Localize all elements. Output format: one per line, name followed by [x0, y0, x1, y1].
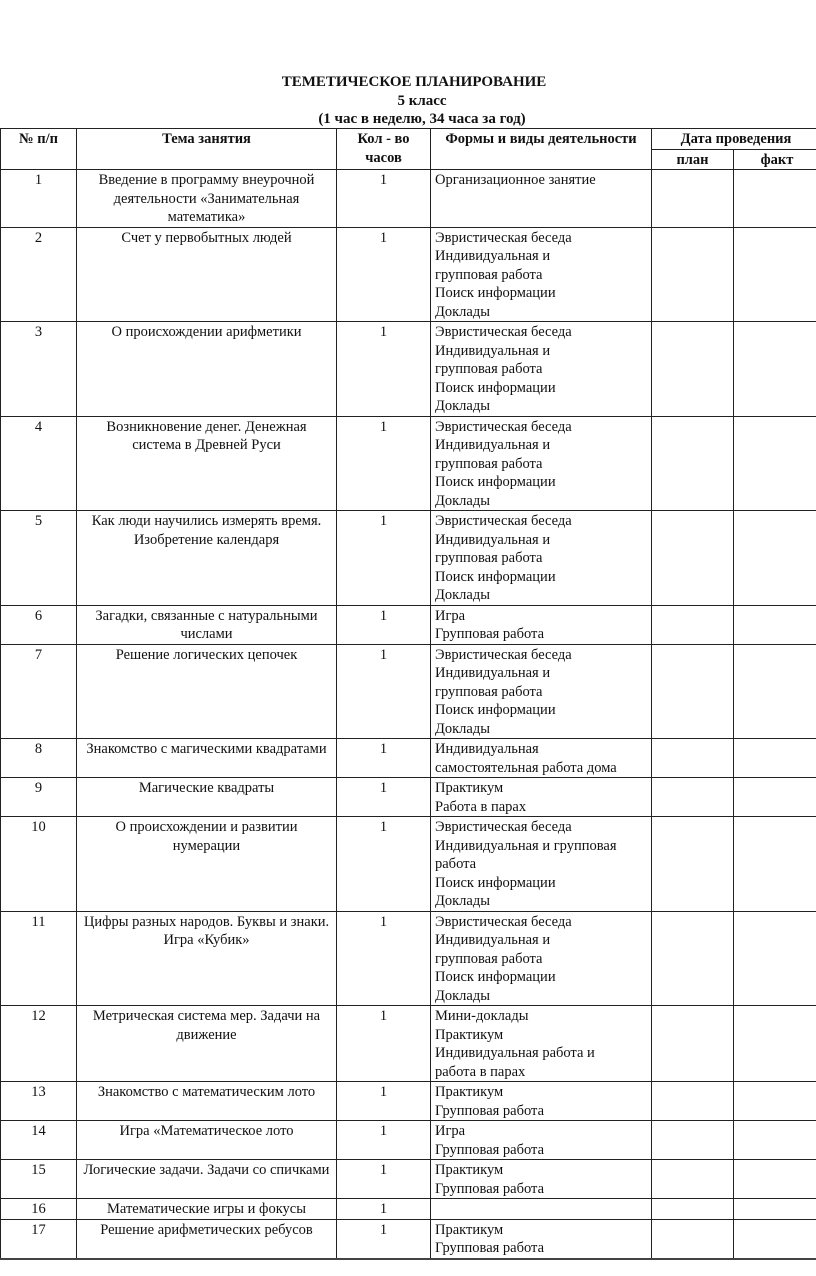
row-number: 8	[1, 739, 77, 778]
page-title: ТЕМЕТИЧЕСКОЕ ПЛАНИРОВАНИЕ	[281, 74, 547, 90]
row-forms: Эвристическая беседа Индивидуальная и групповая работа Поиск информации Доклады	[431, 817, 652, 912]
row-hours: 1	[337, 1219, 431, 1258]
row-forms: Практикум Групповая работа	[431, 1160, 652, 1199]
row-date-fact	[734, 739, 816, 778]
row-date-fact	[734, 416, 816, 511]
row-number: 16	[1, 1199, 77, 1220]
row-number: 7	[1, 644, 77, 739]
row-date-plan	[652, 1199, 734, 1220]
row-forms: Эвристическая беседа Индивидуальная и групповая работа Поиск информации Доклады	[431, 227, 652, 322]
row-hours: 1	[337, 227, 431, 322]
row-date-plan	[652, 817, 734, 912]
row-date-fact	[734, 1006, 816, 1082]
row-date-fact	[734, 1121, 816, 1160]
row-number: 12	[1, 1006, 77, 1082]
row-hours: 1	[337, 739, 431, 778]
row-date-plan	[652, 911, 734, 1006]
table-row	[1, 416, 816, 511]
row-number: 4	[1, 416, 77, 511]
row-topic: Знакомство с магическими квадратами	[77, 739, 337, 778]
row-forms: Эвристическая беседа Индивидуальная и групповая работа Поиск информации Доклады	[431, 416, 652, 511]
table-row	[1, 1121, 816, 1160]
column-header-forms: Формы и виды деятельности	[431, 129, 652, 170]
row-forms: Мини-доклады Практикум Индивидуальная работа и работа в парах	[431, 1006, 652, 1082]
row-forms: Индивидуальная самостоятельная работа дома	[431, 739, 652, 778]
column-header-topic: Тема занятия	[77, 129, 337, 170]
row-date-fact	[734, 644, 816, 739]
row-date-plan	[652, 1160, 734, 1199]
row-topic: Магические квадраты	[77, 778, 337, 817]
row-hours: 1	[337, 817, 431, 912]
row-hours: 1	[337, 911, 431, 1006]
row-topic: Цифры разных народов. Буквы и знаки. Игра «Кубик»	[77, 911, 337, 1006]
table-row	[1, 1160, 816, 1199]
row-date-plan	[652, 511, 734, 606]
row-number: 13	[1, 1082, 77, 1121]
row-hours: 1	[337, 605, 431, 644]
row-topic: Метрическая система мер. Задачи на движение	[77, 1006, 337, 1082]
column-header-plan: план	[652, 149, 734, 170]
row-date-plan	[652, 605, 734, 644]
row-hours: 1	[337, 1160, 431, 1199]
row-date-plan	[652, 227, 734, 322]
row-forms: Эвристическая беседа Индивидуальная и групповая работа Поиск информации Доклады	[431, 911, 652, 1006]
row-date-fact	[734, 778, 816, 817]
row-hours: 1	[337, 416, 431, 511]
row-number: 2	[1, 227, 77, 322]
row-topic: Знакомство с математическим лото	[77, 1082, 337, 1121]
row-forms: Практикум Работа в парах	[431, 778, 652, 817]
hours-subtitle: (1 час в неделю, 34 часа за год)	[318, 111, 526, 127]
column-header-fact: факт	[734, 149, 816, 170]
planning-table	[0, 128, 816, 1259]
table-row	[1, 511, 816, 606]
row-hours: 1	[337, 778, 431, 817]
grade-subtitle: 5 класс	[397, 93, 447, 109]
column-header-num: № п/п	[1, 129, 77, 170]
row-hours: 1	[337, 1121, 431, 1160]
row-topic: Возникновение денег. Денежная система в Древней Руси	[77, 416, 337, 511]
row-topic: Введение в программу внеурочной деятельности «Занимательная математика»	[77, 170, 337, 228]
row-date-fact	[734, 170, 816, 228]
row-date-fact	[734, 817, 816, 912]
row-forms: Практикум Групповая работа	[431, 1219, 652, 1258]
row-topic: О происхождении и развитии нумерации	[77, 817, 337, 912]
row-hours: 1	[337, 644, 431, 739]
row-forms: Организационное занятие	[431, 170, 652, 228]
row-number: 3	[1, 322, 77, 417]
table-row	[1, 170, 816, 228]
row-date-fact	[734, 1199, 816, 1220]
row-hours: 1	[337, 1006, 431, 1082]
row-date-fact	[734, 511, 816, 606]
row-date-plan	[652, 778, 734, 817]
row-hours: 1	[337, 1082, 431, 1121]
table-row	[1, 817, 816, 912]
column-header-date: Дата проведения	[652, 129, 816, 150]
row-date-fact	[734, 227, 816, 322]
table-row	[1, 1006, 816, 1082]
table-row	[1, 322, 816, 417]
row-hours: 1	[337, 1199, 431, 1220]
row-topic: Математические игры и фокусы	[77, 1199, 337, 1220]
row-topic: О происхождении арифметики	[77, 322, 337, 417]
row-forms: Эвристическая беседа Индивидуальная и групповая работа Поиск информации Доклады	[431, 322, 652, 417]
row-date-fact	[734, 605, 816, 644]
row-date-plan	[652, 1082, 734, 1121]
table-row	[1, 778, 816, 817]
table-row	[1, 739, 816, 778]
row-forms: Эвристическая беседа Индивидуальная и групповая работа Поиск информации Доклады	[431, 644, 652, 739]
row-hours: 1	[337, 511, 431, 606]
row-date-plan	[652, 644, 734, 739]
row-number: 11	[1, 911, 77, 1006]
row-forms: Игра Групповая работа	[431, 1121, 652, 1160]
row-number: 10	[1, 817, 77, 912]
row-hours: 1	[337, 170, 431, 228]
row-forms: Эвристическая беседа Индивидуальная и групповая работа Поиск информации Доклады	[431, 511, 652, 606]
row-number: 1	[1, 170, 77, 228]
row-forms: Игра Групповая работа	[431, 605, 652, 644]
column-header-hours: Кол - во часов	[337, 129, 431, 170]
table-row	[1, 1219, 816, 1258]
row-date-plan	[652, 416, 734, 511]
table-row	[1, 605, 816, 644]
row-date-fact	[734, 911, 816, 1006]
row-topic: Решение логических цепочек	[77, 644, 337, 739]
row-hours: 1	[337, 322, 431, 417]
row-number: 15	[1, 1160, 77, 1199]
row-topic: Логические задачи. Задачи со спичками	[77, 1160, 337, 1199]
row-date-plan	[652, 739, 734, 778]
table-row	[1, 227, 816, 322]
row-topic: Счет у первобытных людей	[77, 227, 337, 322]
row-topic: Решение арифметических ребусов	[77, 1219, 337, 1258]
row-date-fact	[734, 1160, 816, 1199]
row-number: 17	[1, 1219, 77, 1258]
row-number: 14	[1, 1121, 77, 1160]
row-forms: Практикум Групповая работа	[431, 1082, 652, 1121]
row-number: 6	[1, 605, 77, 644]
table-row	[1, 1082, 816, 1121]
row-date-plan	[652, 1006, 734, 1082]
table-header-row	[1, 129, 816, 150]
row-date-fact	[734, 322, 816, 417]
row-topic: Загадки, связанные с натуральными числами	[77, 605, 337, 644]
row-topic: Как люди научились измерять время. Изобретение календаря	[77, 511, 337, 606]
row-number: 9	[1, 778, 77, 817]
row-date-fact	[734, 1219, 816, 1258]
row-date-plan	[652, 1121, 734, 1160]
table-row	[1, 1199, 816, 1220]
row-date-plan	[652, 170, 734, 228]
row-date-plan	[652, 322, 734, 417]
table-row	[1, 644, 816, 739]
row-date-fact	[734, 1082, 816, 1121]
row-topic: Игра «Математическое лото	[77, 1121, 337, 1160]
row-date-plan	[652, 1219, 734, 1258]
table-row	[1, 911, 816, 1006]
row-number: 5	[1, 511, 77, 606]
row-forms	[431, 1199, 652, 1220]
page-bottom-rule	[0, 1258, 816, 1260]
